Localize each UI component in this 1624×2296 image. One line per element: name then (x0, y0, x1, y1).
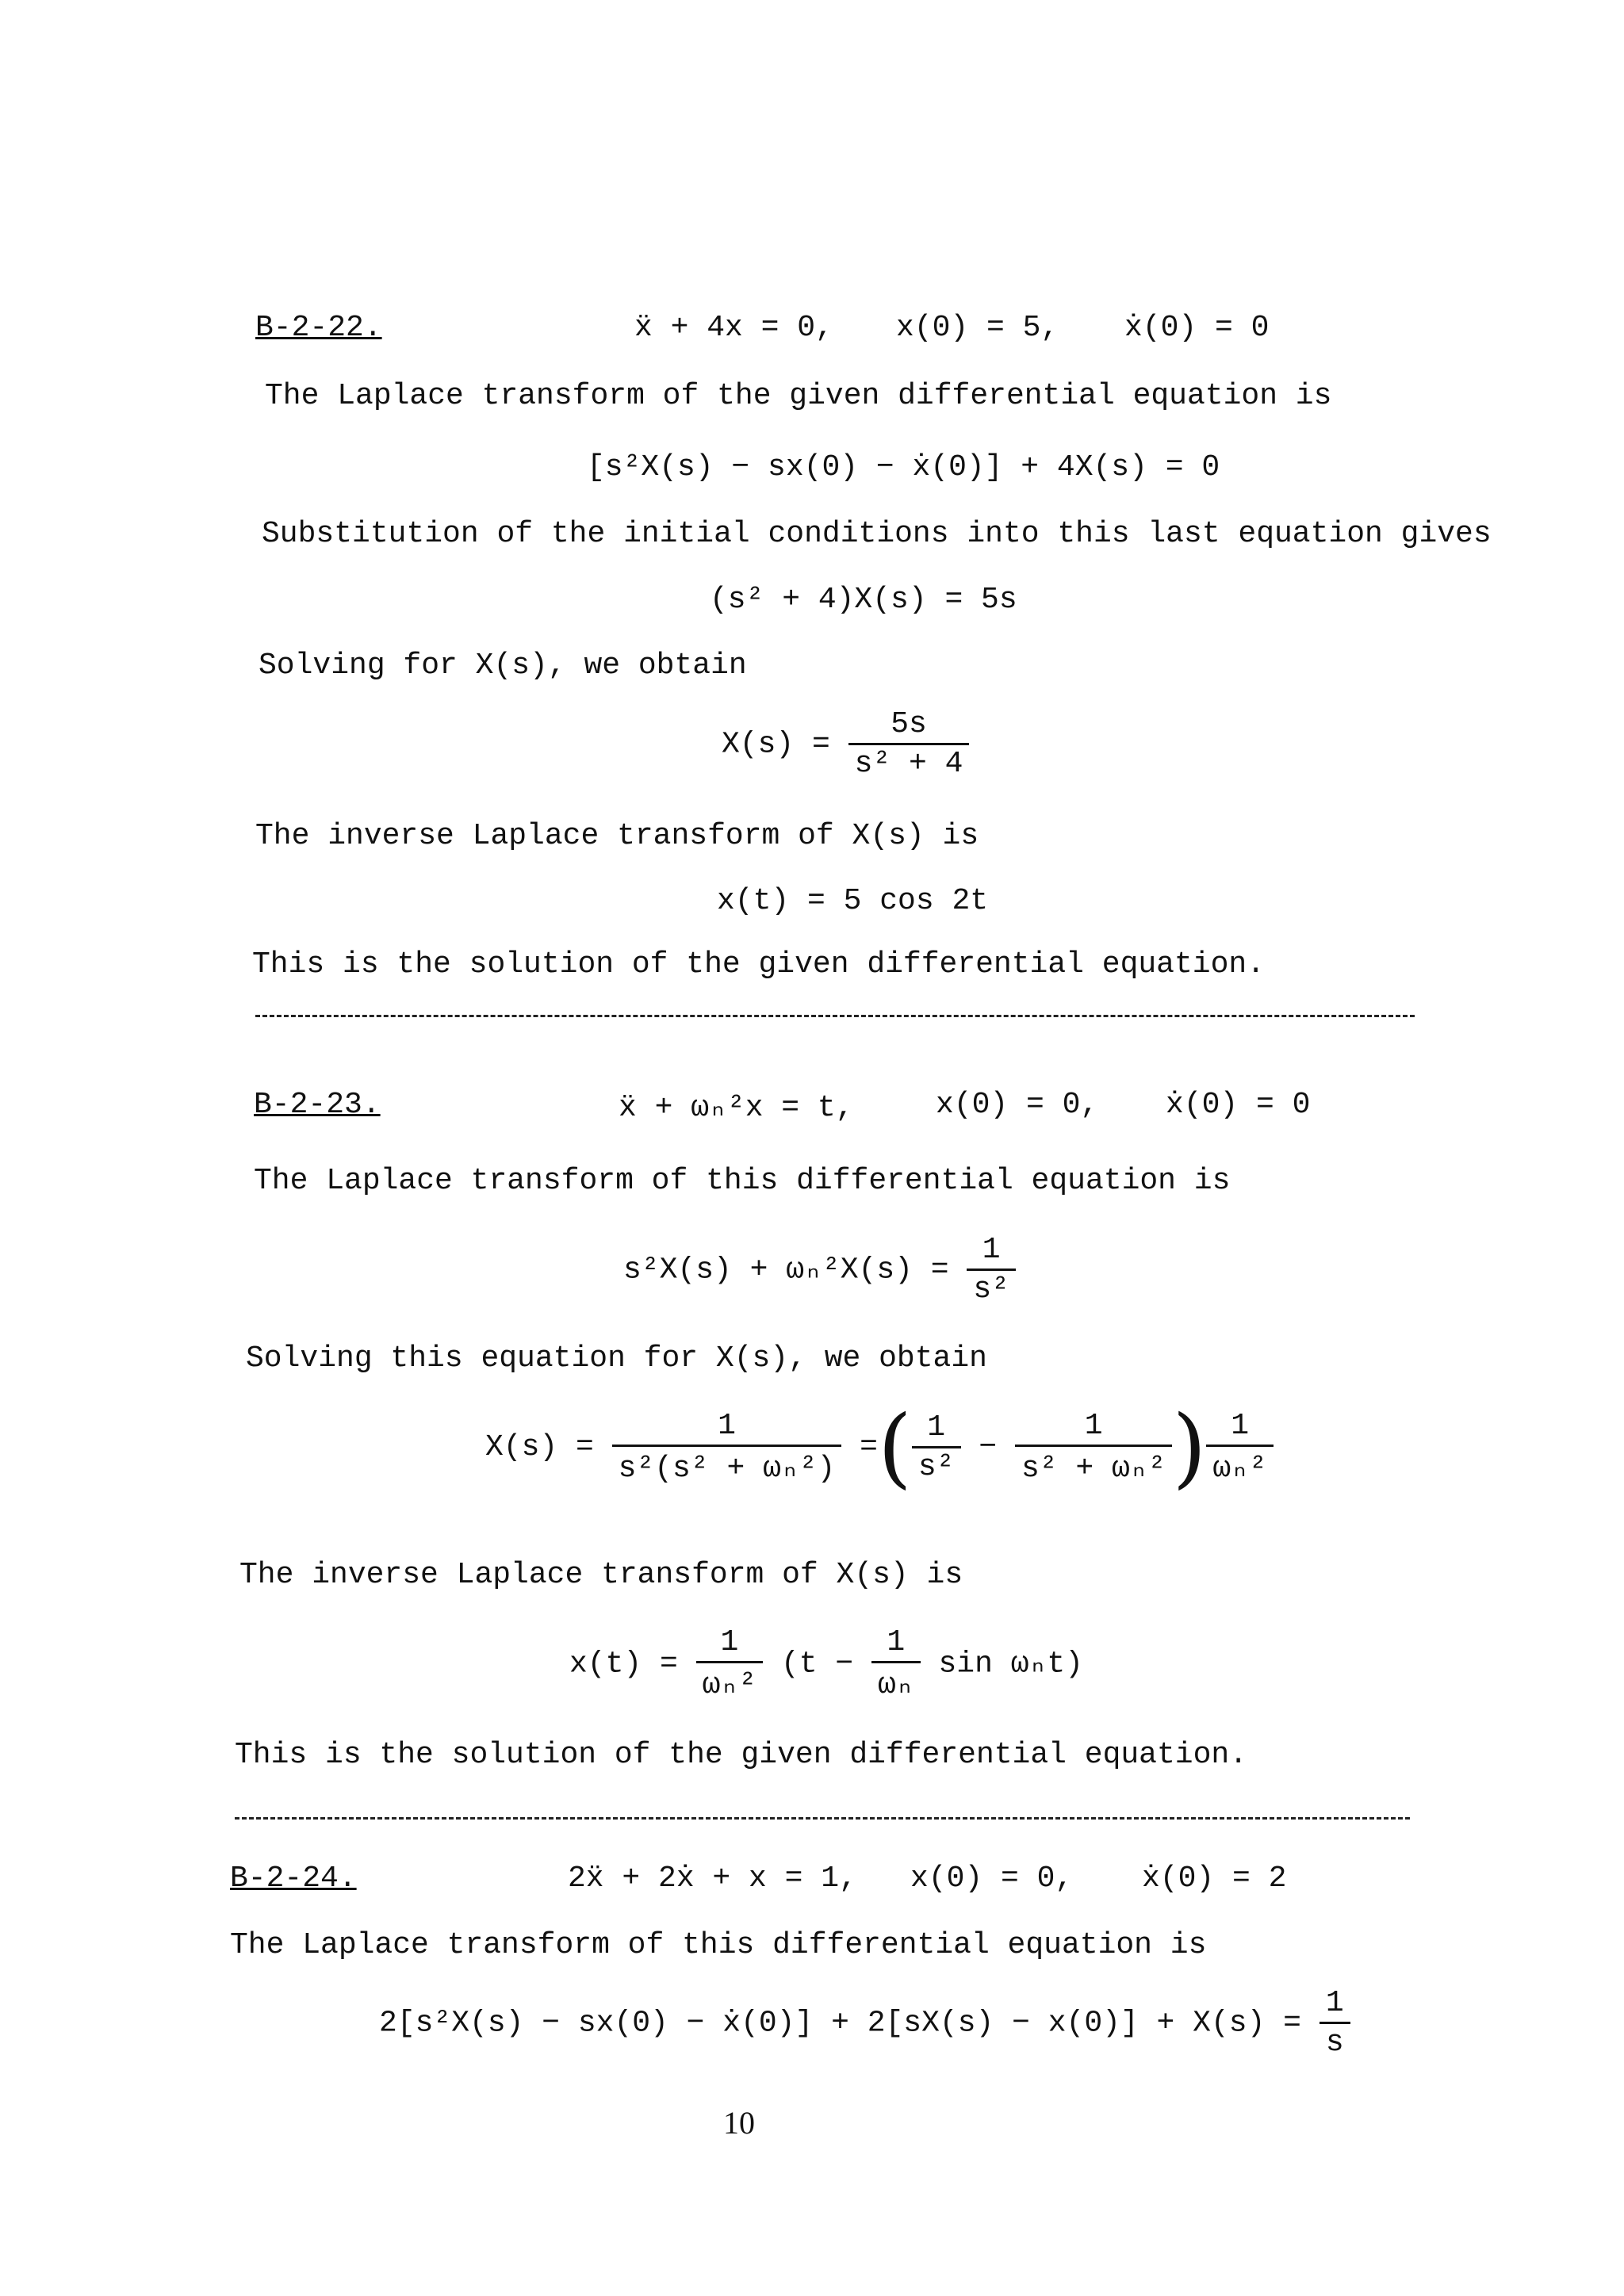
text-line: Substitution of the initial conditions into this last equation gives (262, 517, 1492, 551)
numerator: 1 (720, 1625, 739, 1659)
fraction (912, 1410, 961, 1484)
text-line: The Laplace transform of this differential equation is (254, 1164, 1231, 1198)
denominator: s² + 4 (854, 747, 963, 781)
fraction-bar (696, 1661, 764, 1663)
denominator: ωₙ² (702, 1668, 757, 1702)
fraction-bar (1015, 1445, 1173, 1447)
numerator: 1 (718, 1408, 736, 1443)
fraction-bar (912, 1446, 961, 1448)
numerator: 5s (891, 707, 927, 741)
initial-condition-x0: x(0) = 0, (910, 1862, 1074, 1896)
denominator: ωₙ² (1212, 1451, 1267, 1486)
initial-condition-xdot0: ẋ(0) = 0 (1166, 1088, 1311, 1122)
denominator: s² (917, 1449, 955, 1484)
numerator: 1 (1231, 1408, 1250, 1443)
initial-condition-x0: x(0) = 5, (896, 311, 1059, 345)
substituted-equation: (s² + 4)X(s) = 5s (710, 583, 1017, 617)
fraction (696, 1625, 764, 1702)
time-solution (569, 1625, 1083, 1702)
left-paren: ( (877, 1396, 912, 1498)
text-line: The Laplace transform of the given differential equation is (265, 379, 1332, 413)
section-divider (235, 1817, 1410, 1820)
fraction (1206, 1409, 1274, 1486)
text-line: The inverse Laplace transform of X(s) is (239, 1558, 963, 1592)
numerator: 1 (982, 1233, 1001, 1267)
numerator: 1 (927, 1410, 946, 1445)
equation-lhs: s²X(s) + ωₙ²X(s) = (623, 1253, 949, 1288)
section-divider (255, 1015, 1415, 1017)
fraction (871, 1625, 921, 1702)
differential-equation: ẍ + ωₙ²x = t, (619, 1091, 854, 1125)
solution-xs (722, 707, 969, 781)
denominator: s² (973, 1272, 1009, 1307)
page-number: 10 (723, 2105, 755, 2141)
fraction-bar (871, 1661, 921, 1663)
fraction (1015, 1409, 1173, 1486)
laplace-equation (623, 1233, 1016, 1307)
laplace-equation (379, 1986, 1350, 2060)
text-line: This is the solution of the given differential equation. (252, 947, 1266, 982)
equation-lhs: X(s) = (485, 1430, 594, 1465)
text-line: The inverse Laplace transform of X(s) is (255, 819, 979, 853)
initial-condition-x0: x(0) = 0, (936, 1088, 1099, 1122)
fraction-bar (967, 1269, 1016, 1271)
differential-equation: ẍ + 4x = 0, (634, 311, 833, 345)
problem-label-b-2-22: B-2-22. (255, 311, 382, 345)
fraction (612, 1409, 842, 1486)
time-solution: x(t) = 5 cos 2t (717, 884, 989, 918)
expression-tail: sin ωₙt) (938, 1647, 1083, 1682)
denominator: ωₙ (877, 1668, 914, 1702)
numerator: 1 (1325, 1986, 1344, 2020)
initial-condition-xdot0: ẋ(0) = 0 (1124, 311, 1270, 345)
text-line: Solving this equation for X(s), we obtain (246, 1341, 987, 1376)
denominator: s²(s² + ωₙ²) (618, 1451, 836, 1486)
fraction (967, 1233, 1016, 1307)
numerator: 1 (1084, 1408, 1103, 1443)
text-line: This is the solution of the given differential equation. (235, 1738, 1248, 1772)
fraction-bar (1206, 1445, 1274, 1447)
right-paren: ) (1172, 1396, 1207, 1498)
partial-fraction-equation (485, 1396, 1274, 1498)
equation-lhs: X(s) = (722, 727, 830, 762)
numerator: 1 (887, 1625, 906, 1659)
equals-sign: = (860, 1430, 878, 1465)
equation-lhs: x(t) = (569, 1647, 678, 1682)
problem-label-b-2-23: B-2-23. (254, 1088, 381, 1122)
text-line: Solving for X(s), we obtain (259, 649, 747, 683)
equation-lhs: 2[s²X(s) − sx(0) − ẋ(0)] + 2[sX(s) − x(0)] + X(s) = (379, 2006, 1301, 2041)
denominator: s (1325, 2026, 1344, 2060)
fraction-bar (848, 743, 970, 745)
denominator: s² + ωₙ² (1021, 1451, 1166, 1486)
fraction-bar (1320, 2022, 1350, 2024)
text-line: The Laplace transform of this differential equation is (230, 1928, 1207, 1962)
laplace-equation: [s²X(s) − sx(0) − ẋ(0)] + 4X(s) = 0 (587, 450, 1220, 484)
expression-middle: (t − (780, 1647, 854, 1682)
problem-label-b-2-24: B-2-24. (230, 1862, 357, 1896)
minus-sign: − (960, 1430, 1015, 1465)
fraction-bar (612, 1445, 842, 1447)
initial-condition-xdot0: ẋ(0) = 2 (1142, 1862, 1287, 1896)
fraction (848, 707, 970, 781)
fraction (1320, 1986, 1350, 2060)
differential-equation: 2ẍ + 2ẋ + x = 1, (568, 1862, 857, 1896)
